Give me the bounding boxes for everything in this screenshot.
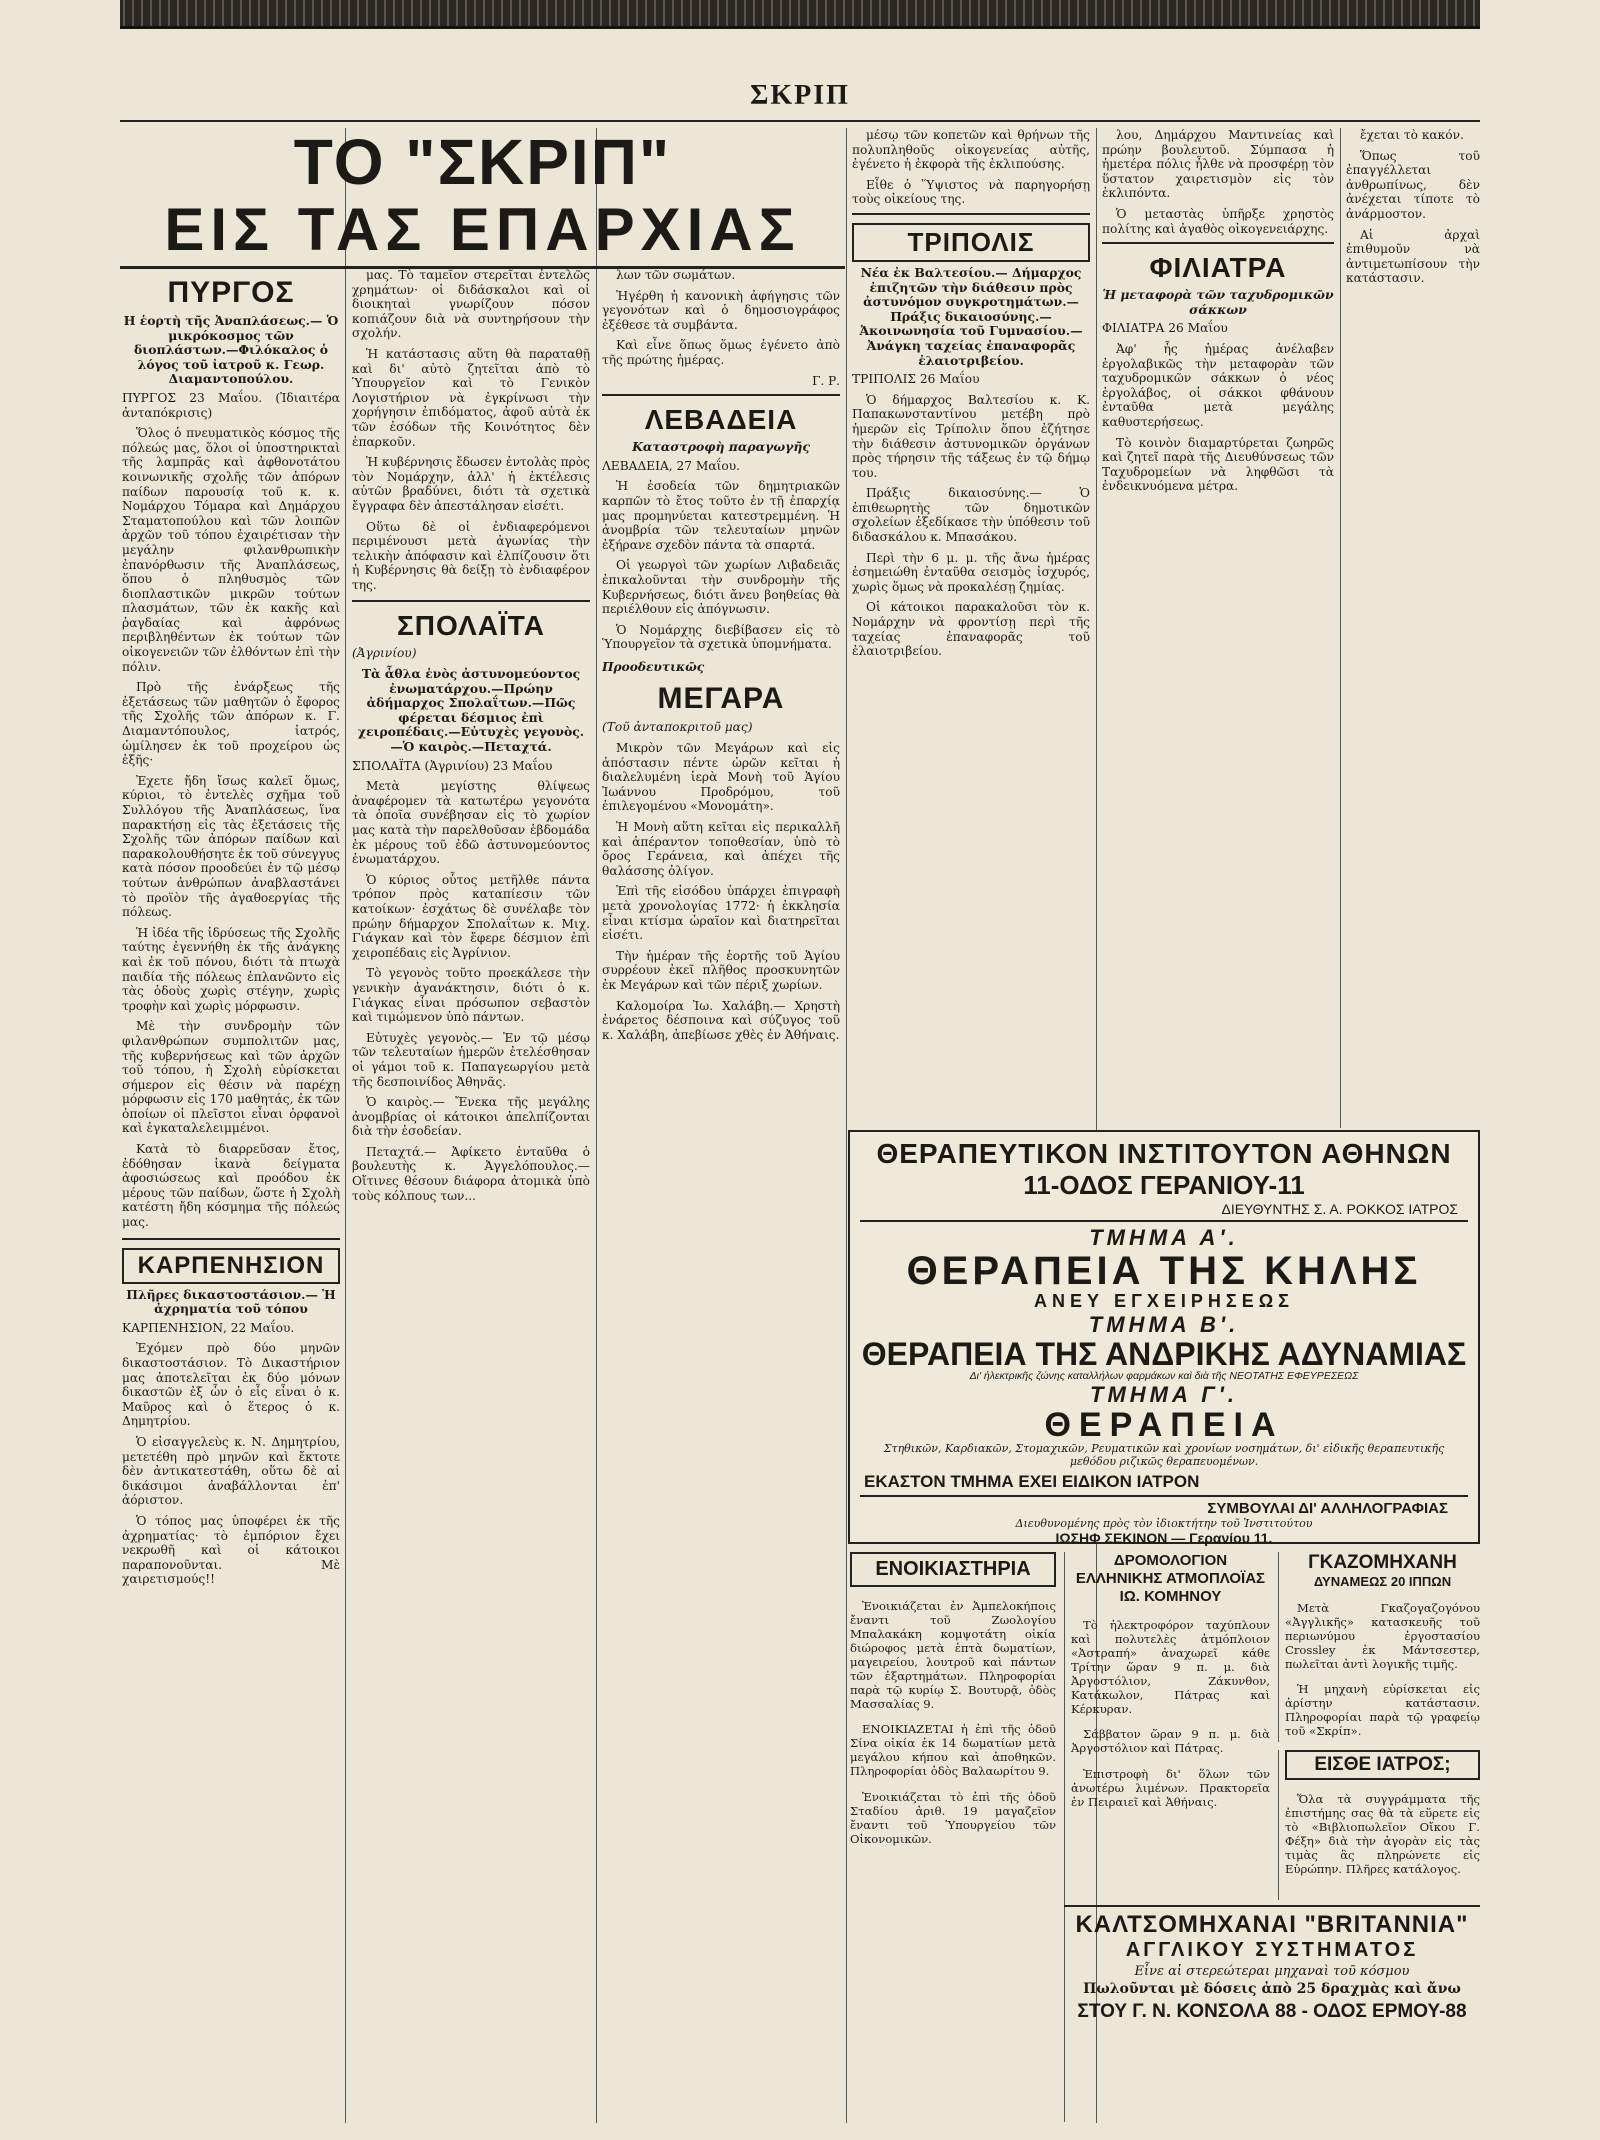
pyrgos-paragraph: Μὲ τὴν συνδρομὴν τῶν φιλανθρώπων συμπολιτῶν μας, τῆς κυβερνήσεως καὶ τῶν ἀρχῶν τοῦ τόπου, ἡ Σχολὴ εὑρίσκεται σήμερον εἰς θέσιν νὰ παρέχῃ μόρφωσιν εἰς 170 μαθητάς, ἐκ τῶν ὁποίων οἱ πλεῖστοι εἶναι ὀρφανοὶ καὶ ἐγκαταλελειμμένοι. (122, 1019, 340, 1136)
col3-paragraph: Ἠγέρθη ἡ κανονικὴ ἀφήγησις τῶν γεγονότων καὶ ὁ δημοσιογράφος ἐξέθεσε τὰ συμβάντα. (602, 288, 840, 332)
section-b: ΤΜΗΜΑ Β'. (1088, 1312, 1240, 1337)
institute-owner: ΙΩΣΗΦ ΣΕΚΙΝΟΝ — Γερανίου 11. (1055, 1530, 1273, 1546)
main-title (120, 126, 845, 269)
shipping-paragraph: Σάββατον ὥραν 9 π. μ. διὰ Ἀργοστόλιον καὶ Πάτρας. (1071, 1727, 1270, 1756)
tripolis-dateline: ΤΡΙΠΟΛΙΣ 26 Μαΐου (852, 372, 980, 387)
pyrgos-paragraph: Κατὰ τὸ διαρρεῦσαν ἔτος, ἐδόθησαν ἱκανὰ δείγματα ἀφοσιώσεως καὶ προόδου ἐκ μέρους τῶν παίδων, ὥστε ἡ Σχολὴ κατέστη ἤδη κόσμημα τῆς πόλεώς μας. (122, 1142, 340, 1230)
institute-advertisement (848, 1130, 1480, 1544)
spolaita-paragraph: Ὁ καιρὸς.— Ἔνεκα τῆς μεγάλης ἀνομβρίας οἱ κάτοικοι ἀπελπίζονται διὰ τὴν ἐσοδείαν. (352, 1095, 590, 1139)
filiatra-paragraph: Ἀφ' ἧς ἡμέρας ἀνέλαβεν ἐργολαβικῶς τὴν μεταφορὰν τῶν ταχυδρομικῶν σάκκων ὁ νέος ἐργολάβος, οἱ σάκκοι φθάνουν ἐνταῦθα μετὰ μεγάλης καθυστερήσεως. (1102, 341, 1334, 429)
rentals-title: ΕΝΟΙΚΙΑΣΤΗΡΙΑ (850, 1552, 1056, 1587)
megara-paragraph: Ἡ Μονὴ αὕτη κεῖται εἰς περικαλλῆ καὶ ἀπέραντον τοποθεσίαν, ὑπὸ τὸ ὄρος Γεράνεια, καὶ ἀπέχει τῆς θαλάσσης ὀλίγον. (602, 820, 840, 878)
megara-title: ΜΕΓΑΡΑ (657, 682, 785, 716)
gas-engine-advertisement (1278, 1552, 1480, 1742)
col2-paragraph: Ἡ κατάστασις αὕτη θὰ παραταθῇ καὶ δι' αὐτὸ ζητεῖται ἀπὸ τὸ Ὑπουργεῖον καὶ τὸ Γενικὸν Λογιστήριον νὰ ἐγκρίνωσι τὴν χορήγησιν ἐπιδόματος, ἀφοῦ αὐτὰ ἐκ τῶν ἐσόδων τῆς Κοινότητος δὲν ἐπαρκοῦν. (352, 346, 590, 449)
institute-address: 11-ΟΔΟΣ ΓΕΡΑΝΙΟΥ-11 (1023, 1170, 1305, 1200)
col6-paragraph: Ὅπως τοῦ ἐπαγγέλλεται ἀνθρωπίνως, δὲν ἀνέχεται τίποτε τὸ ἀνάρμοστον. (1346, 148, 1480, 221)
tripolis-paragraph: Οἱ κάτοικοι παρακαλοῦσι τὸν κ. Νομάρχην νὰ φροντίσῃ περὶ τῆς ταχείας ἐπαναφορᾶς τοῦ ἐλαιοτριβείου. (852, 600, 1090, 659)
column-3 (602, 268, 840, 2123)
filiatra-dateline: ΦΙΛΙΑΤΡΑ 26 Μαΐου (1102, 321, 1228, 336)
levadeia-paragraph: Ἡ ἐσοδεία τῶν δημητριακῶν καρπῶν τὸ ἔτος τοῦτο ἐν τῇ ἐπαρχίᾳ μας προμηνύεται κατεστρεμμένη. Ἡ ἀνομβρία τῶν τελευταίων μηνῶν ἐξήρανε σχεδὸν πάντα τὰ σπαρτά. (602, 479, 840, 552)
correspondence-note: ΣΥΜΒΟΥΛΑΙ ΔΙ' ΑΛΛΗΛΟΓΡΑΦΙΑΣ (1207, 1500, 1448, 1517)
knitting-machines-advertisement (1064, 1905, 1480, 2119)
rentals-paragraph: Ἐνοικιάζεται τὸ ἐπὶ τῆς ὁδοῦ Σταδίου ἀριθ. 19 μαγαζεῖον ἔναντι τοῦ Ὑπουργείου τῶν Οἰκονομικῶν. (850, 1789, 1056, 1846)
pyrgos-headline: Η ἑορτὴ τῆς Ἀναπλάσεως.— Ὁ μικρόκοσμος τῶν διοπλάστων.—Φιλόκαλος ὁ λόγος τοῦ ἰατροῦ κ. Γεωρ. Διαμαντοπούλου. (123, 313, 339, 387)
karpenision-dateline: ΚΑΡΠΕΝΗΣΙΟΝ, 22 Μαΐου. (122, 1320, 295, 1335)
tripolis-paragraph: Ὁ δήμαρχος Βαλτεσίου κ. Κ. Παπακωνσταντίνου μετέβη πρὸ ἡμερῶν εἰς Τρίπολιν ὅπου ἐζήτησε τὴν διάθεσιν ἀστυνομικῶν ὀργάνων πρὸς τήρησιν τῆς τάξεως ἐν τῷ δήμῳ του. (852, 392, 1090, 480)
col2-paragraph: Οὕτω δὲ οἱ ἐνδιαφερόμενοι περιμένουσι μετὰ ἀγωνίας τὴν τελικὴν ἀπόφασιν καὶ ἐλπίζουσιν ὅτι ἡ Κυβέρνησις θὰ δείξῃ τὸ ἐνδιαφέρον της. (352, 519, 590, 592)
col2-paragraph: μας. Τὸ ταμεῖον στερεῖται ἐντελῶς χρημάτων· οἱ διδάσκαλοι καὶ οἱ διοικηταὶ γνωρίζουν πόσον κοπιάζουν διὰ νὰ συντηρήσουν τὴν σχολήν. (352, 268, 590, 341)
spolaita-paragraph: Εὐτυχὲς γεγονὸς.— Ἐν τῷ μέσῳ τῶν τελευταίων ἡμερῶν ἐτελέσθησαν οἱ γάμοι τοῦ κ. Παπαγεωργίου μετὰ τῆς δεσποινίδος Ἀθηνᾶς. (352, 1030, 590, 1089)
column-rule (345, 128, 346, 2123)
karpenision-paragraph: Ὁ εἰσαγγελεὺς κ. Ν. Δημητρίου, μετετέθη πρὸ μηνῶν καὶ ἔκτοτε δὲν ἀντικατεστάθη, οὕτω δὲ αἱ δικάσιμοι ἀναβάλλονται ἐπ' ἀόριστον. (122, 1434, 340, 1508)
therapy-impotence-sub: Δι' ἠλεκτρικῆς ζώνης καταλλήλων φαρμάκων καὶ διὰ τῆς ΝΕΟΤΑΤΗΣ ΕΦΕΥΡΕΣΕΩΣ (969, 1370, 1359, 1382)
column-rule (1340, 128, 1341, 1128)
spolaita-paragraph: Τὸ γεγονὸς τοῦτο προεκάλεσε τὴν γενικὴν ἀγανάκτησιν, διότι ὁ κ. Γιάγκας εἶναι πρόσωπον σεβαστὸν καὶ τιμώμενον ὑπὸ πάντων. (352, 966, 590, 1025)
col2-paragraph: Ἡ κυβέρνησις ἔδωσεν ἐντολὰς πρὸς τὸν Νομάρχην, ἀλλ' ἡ ἐκτέλεσις αὐτῶν βραδύνει, διότι τὰ σχετικὰ ἔγγραφα δὲν ἀπεστάλησαν εἰσέτι. (352, 455, 590, 513)
doctor-ad-paragraph: Ὅλα τὰ συγγράμματα τῆς ἐπιστήμης σας θὰ τὰ εὕρετε εἰς τὸ «Βιβλιοπωλεῖον Οἴκου Γ. Φέξη» διὰ τὴν ἀγορὰν εἰς τὰς τιμὰς ἃς πληρώνετε εἰς Εὐρώπην. Πλῆρες κατάλογος. (1285, 1791, 1480, 1876)
karpenision-paragraph: Ἐχόμεν πρὸ δύο μηνῶν δικαστοστάσιον. Τὸ Δικαστήριον μας ἀποτελεῖται ἐκ δύο μόνων δικαστῶν ἐξ ὧν ὁ εἷς εἶναι ὁ κ. Μαῦρος καὶ ὁ ἕτερος ὁ κ. Δημητρίου. (122, 1341, 340, 1429)
col6-paragraph: ἔχεται τὸ κακόν. (1360, 128, 1464, 142)
section-a: ΤΜΗΜΑ Α'. (1089, 1225, 1239, 1250)
col5-paragraph: Ὁ μεταστὰς ὑπῆρξε χρηστὸς πολίτης καὶ ἀγαθὸς οἰκογενειάρχης. (1102, 206, 1334, 236)
therapy-general: ΘΕΡΑΠΕΙΑ (1044, 1406, 1284, 1444)
col4-paragraph: μέσῳ τῶν κοπετῶν καὶ θρήνων τῆς πολυπληθοῦς οἰκογενείας αὐτῆς, ἐγένετο ἡ ἐκφορὰ τῆς ἐκλιπούσης. (852, 128, 1090, 172)
pyrgos-paragraph: Ἡ ἰδέα τῆς ἱδρύσεως τῆς Σχολῆς ταύτης ἐγεννήθη ἐκ τῆς ἀνάγκης καὶ ἐκ τοῦ πόνου, διότι τὰ πτωχὰ παιδία τῆς πόλεως ἐπλανῶντο εἰς τὰς ὁδοὺς χωρὶς στέγην, χωρὶς τροφὴν καὶ χωρὶς μόρφωσιν. (122, 925, 340, 1013)
main-title-line2: ΕΙΣ ΤΑΣ ΕΠΑΡΧΙΑΣ (164, 196, 801, 263)
filiatra-title: ΦΙΛΙΑΤΡΑ (1149, 252, 1287, 284)
pyrgos-paragraph: Ὅλος ὁ πνευματικὸς κόσμος τῆς πόλεώς μας, ὅλοι οἱ ὑποστηρικταὶ τῆς λαμπρᾶς καὶ ἀφθονοτάτου κοινωνικῆς σχολῆς τῶν ἀπόρων παίδων παρουσίᾳ τοῦ κ. κ. Νομάρχου Τόμαρα καὶ Δημάρχου Σταματοπούλου καὶ τῶν λοιπῶν ἀρχῶν τοῦ τόπου ἐχαιρέτισαν τὴν μεγάλην φιλανθρωπικὴν ἐπανόρθωσιν τῆς Ἀναπλάσεως, ὅπου ὁ πληθυσμὸς τῶν διοπλαστικῶν μικρῶν τούτων πλασμάτων, τῶν ἐκ κακῆς καὶ ῥαγδαίας καὶ ἀφρόνως περιβληθέντων ἐκ τούτων τῶν οἰκογενειῶν τῶν ἐλθόντων ἐπὶ τὴν πόλιν. (122, 426, 340, 674)
filiatra-headline: Ἡ μεταφορὰ τῶν ταχυδρομικῶν σάκκων (1102, 287, 1334, 317)
knitting-title: ΚΑΛΤΣΟΜΗΧΑΝΑΙ "BRITANNIA" (1075, 1911, 1469, 1938)
karpenision-title: ΚΑΡΠΕΝΗΣΙΟΝ (122, 1248, 340, 1284)
spolaita-subtitle: (Ἀγρινίου) (352, 646, 417, 661)
megara-paragraph: Τὴν ἡμέραν τῆς ἑορτῆς τοῦ Ἁγίου συρρέουν ἐκεῖ πλῆθος προσκυνητῶν ἐκ Μεγάρων καὶ τῶν πέριξ χωρίων. (602, 948, 840, 992)
masthead-rule (120, 120, 1480, 122)
doctor-advertisement (1278, 1750, 1480, 1900)
knitting-price: Πωλοῦνται μὲ δόσεις ἀπὸ 25 δραχμὰς καὶ ἄνω (1083, 1981, 1461, 1997)
pyrgos-title: ΠΥΡΓΟΣ (167, 276, 295, 309)
levadeia-title: ΛΕΒΑΔΕΙΑ (644, 404, 798, 436)
megara-paragraph: Καλομοίρα Ἰω. Χαλάβη.— Χρηστὴ ἐνάρετος δέσποινα καὶ σύζυγος τοῦ κ. Χαλάβη, ἀπεβίωσε χθὲς ἐν Ἀθήναις. (602, 998, 840, 1042)
rentals-advertisement (850, 1552, 1056, 2122)
column-rule (596, 128, 597, 2123)
column-2 (352, 268, 590, 2123)
gas-engine-title: ΓΚΑΖΟΜΗΧΑΝΗ (1308, 1552, 1457, 1573)
tripolis-title: ΤΡΙΠΟΛΙΣ (852, 223, 1090, 262)
tripolis-headline: Νέα ἐκ Βαλτεσίου.— Δήμαρχος ἐπιζητῶν τὴν διάθεσιν πρὸς ἀστυνόμον συγκροτημάτων.— Πράξις δικαιοσύνης.— Ἀκοινωνησία τοῦ Γυμνασίου.— Ἀνάγκη ταχείας ἐπαναφορᾶς ἐλαιοτριβείου. (859, 264, 1083, 368)
shipping-title: ΔΡΟΜΟΛΟΓΙΟΝ ΕΛΛΗΝΙΚΗΣ ΑΤΜΟΠΛΟΪΑΣ ΙΩ. ΚΟΜΗΝΟΥ (1075, 1552, 1266, 1605)
top-border-band (120, 0, 1480, 29)
masthead: ΣΚΡΙΠ (750, 80, 850, 111)
levadeia-dateline: ΛΕΒΑΔΕΙΑ, 27 Μαΐου. (602, 458, 741, 473)
doctor-ad-title: ΕΙΣΘΕ ΙΑΤΡΟΣ; (1285, 1750, 1480, 1780)
megara-subtitle: (Τοῦ ἀνταποκριτοῦ μας) (602, 720, 753, 735)
therapy-hernia-sub: ΑΝΕΥ ΕΓΧΕΙΡΗΣΕΩΣ (1034, 1291, 1294, 1311)
column-1 (122, 268, 340, 2123)
institute-address-note: Διευθυνομένης πρὸς τὸν ἰδιοκτήτην τοῦ Ἰνστιτούτου (1015, 1517, 1313, 1530)
col3-paragraph: Καὶ εἶνε ὅπως ὅμως ἐγένετο ἀπὸ τῆς πρώτης ἡμέρας. (602, 338, 840, 367)
pyrgos-paragraph: Ἐχετε ἤδη ἴσως καλεῖ ὅμως, κύριοι, τὸ ἐντελὲς σχῆμα τοῦ Συλλόγου τῆς Ἀναπλάσεως, ἵνα παρακτήσῃ εἰς τὰς ἐξετάσεις τῆς Σχολῆς τῶν ἀπόρων παίδων καὶ παρακολουθήσητε ἐκ τοῦ σύνεγγυς κατὰ πόσον προοδεύει ἐν τῷ μέσῳ τούτων ἀνθρώπων ἀναβλαστάνει τὸ προϊὸν τῆς ἀγαθοεργίας τῆς πόλεως. (122, 773, 340, 920)
column-4 (852, 128, 1090, 1123)
spolaita-paragraph: Πεταχτά.— Ἀφίκετο ἐνταῦθα ὁ βουλευτὴς κ. Ἀγγελόπουλος.— Οἴτινες θέσουν διάφορα ἀτομικὰ ὑπὸ τοὺς κόλπους των... (352, 1144, 590, 1203)
column-rule (846, 128, 847, 2123)
pyrgos-paragraph: Πρὸ τῆς ἐνάρξεως τῆς ἐξετάσεως τῶν μαθητῶν ὁ ἔφορος τῆς Σχολῆς τῶν ἀπόρων κ. Γ. Διαμαντόπουλος, ἰατρός, ὡμίλησεν ἐκ τοῦ προχείρου ὡς ἑξῆς· (122, 680, 340, 768)
spolaita-headline: Τὰ ἆθλα ἑνὸς ἀστυνομεύοντος ἐνωματάρχου.—Πρώην ἀδήμαρχος Σπολαΐτων.—Πῶς φέρεται δέσμιος ἐπὶ χειροπέδαις.—Εὐτυχὲς γεγονὸς.—Ὁ καιρὸς.—Πεταχτά. (357, 666, 585, 755)
institute-name: ΘΕΡΑΠΕΥΤΙΚΟΝ ΙΝΣΤΙΤΟΥΤΟΝ ΑΘΗΝΩΝ (876, 1138, 1452, 1169)
tripolis-paragraph: Περὶ τὴν 6 μ. μ. τῆς ἄνω ἡμέρας ἐσημειώθη ἐνταῦθα σεισμὸς ἰσχυρός, χωρὶς ὅμως νὰ προκαλέσῃ ζημίας. (852, 550, 1090, 594)
tripolis-paragraph: Πράξις δικαιοσύνης.— Ὁ ἐπιθεωρητὴς τῶν δημοτικῶν σχολείων ἐξεδίκασε τὴν ὑπόθεσιν τοῦ διδασκάλου κ. Μπασάκου. (852, 486, 1090, 545)
therapy-impotence: ΘΕΡΑΠΕΙΑ ΤΗΣ ΑΝΔΡΙΚΗΣ ΑΔΥΝΑΜΙΑΣ (861, 1336, 1467, 1372)
karpenision-headline: Πλῆρες δικαστοστάσιον.— Ἡ ἀχρηματία τοῦ τόπου (126, 1286, 336, 1317)
therapy-hernia: ΘΕΡΑΠΕΙΑ ΤΗΣ ΚΗΛΗΣ (906, 1249, 1422, 1293)
spolaita-paragraph: Ὁ κύριος οὗτος μετῆλθε πάντα τρόπον πρὸς καταπίεσιν τῶν κατοίκων· ἐσχάτως δὲ συνέλαβε τὸν πρώην δήμαρχον Σπολαΐτων κ. Μιχ. Γιάγκαν καὶ τὸν ἔφερε δέσμιον ἐπὶ χειροπέδαις εἰς Ἀγρίνιον. (352, 872, 590, 960)
megara-paragraph: Ἐπὶ τῆς εἰσόδου ὑπάρχει ἐπιγραφὴ μετὰ χρονολογίας 1772· ἡ ἐκκλησία εἶναι κτίσμα ὡραῖον καὶ διατηρεῖται εἰσέτι. (602, 884, 840, 943)
col6-paragraph: Αἱ ἀρχαὶ ἐπιθυμοῦν νὰ ἀντιμετωπίσουν τὴν κατάστασιν. (1346, 227, 1480, 286)
spolaita-title: ΣΠΟΛΑΪΤΑ (397, 610, 545, 642)
gas-engine-paragraph: Ἡ μηχανὴ εὑρίσκεται εἰς ἀρίστην κατάστασιν. Πληροφορίαι παρὰ τῷ γραφείῳ τοῦ «Σκρίπ». (1285, 1682, 1480, 1739)
institute-director: ΔΙΕΥΘΥΝΤΗΣ Σ. Α. ΡΟΚΚΟΣ ΙΑΤΡΟΣ (1221, 1201, 1458, 1217)
section-c: ΤΜΗΜΑ Γ'. (1090, 1382, 1238, 1407)
each-section-note: ΕΚΑΣΤΟΝ ΤΜΗΜΑ ΕΧΕΙ ΕΙΔΙΚΟΝ ΙΑΤΡΟΝ (864, 1472, 1200, 1491)
shipping-paragraph: Ἐπιστροφὴ δι' ὅλων τῶν ἀνωτέρω λιμένων. Πρακτορεῖα ἐν Πειραιεῖ καὶ Ἀθήναις. (1071, 1766, 1270, 1809)
column-5 (1102, 128, 1334, 1123)
spolaita-dateline: ΣΠΟΛΑΪΤΑ (Ἀγρινίου) 23 Μαΐου (352, 758, 553, 773)
filiatra-paragraph: Τὸ κοινὸν διαμαρτύρεται ζωηρῶς καὶ ζητεῖ παρὰ τῆς Διευθύνσεως τῶν Ταχυδρομείων νὰ ληφθῶσι τὰ ἐνδεικνυόμενα μέτρα. (1102, 435, 1334, 494)
col5-paragraph: λου, Δημάρχου Μαντινείας καὶ πρώην βουλευτοῦ. Σύμπασα ἡ ἡμετέρα πόλις ἦλθε νὰ προσφέρῃ τὸν ὕστατον χαιρετισμὸν εἰς τὸν ἐκλιπόντα. (1102, 128, 1334, 201)
gas-engine-paragraph: Μετὰ Γκαζογαζογόνου «Ἀγγλικῆς» κατασκευῆς τοῦ περιωνύμου ἐργοστασίου Crossley ἐκ Μάντσεστερ, πωλεῖται ἀντὶ λογικῆς τιμῆς. (1285, 1600, 1480, 1671)
rentals-paragraph: ΕΝΟΙΚΙΑΖΕΤΑΙ ἡ ἐπὶ τῆς ὁδοῦ Σίνα οἰκία ἐκ 14 δωματίων μετὰ μεγάλου κήπου καὶ ἀποθηκῶν. Πληροφορίαι ὁδὸς Βαλαωρίτου 9. (850, 1722, 1056, 1779)
knitting-subtitle: ΑΓΓΛΙΚΟΥ ΣΥΣΤΗΜΑΤΟΣ (1125, 1939, 1419, 1961)
levadeia-headline: Καταστροφὴ παραγωγῆς (632, 439, 810, 455)
levadeia-paragraph: Οἱ γεωργοὶ τῶν χωρίων Λιβαδειᾶς ἐπικαλοῦνται τὴν συνδρομὴν τῆς Κυβερνήσεως, διότι ἄνευ βοηθείας θὰ περιέλθουν εἰς ἀπόγνωσιν. (602, 558, 840, 617)
column-6 (1346, 128, 1480, 1123)
col3-paragraph: λων τῶν σωμάτων. (616, 268, 736, 282)
gas-engine-subtitle: ΔΥΝΑΜΕΩΣ 20 ΙΠΠΩΝ (1313, 1574, 1452, 1589)
megara-paragraph: Μικρὸν τῶν Μεγάρων καὶ εἰς ἀπόστασιν πέντε ὡρῶν κεῖται ἡ διαλελυμένη ἱερὰ Μονὴ τοῦ Ἁγίου Ἰωάννου Προδρόμου, τοῦ ἐπιλεγομένου «Μονομάτη». (602, 741, 840, 814)
knitting-footer: ΣΤΟΥ Γ. Ν. ΚΟΝΣΟΛΑ 88 - ΟΔΟΣ ΕΡΜΟΥ-88 (1077, 2001, 1467, 2022)
therapy-general-sub: Στηθικῶν, Καρδιακῶν, Στομαχικῶν, Ρευματικῶν καὶ χρονίων νοσημάτων, δι' εἰδικῆς θεραπευτικῆς μεθόδου ριζικῶς θεραπευομένων. (883, 1442, 1445, 1468)
shipping-paragraph: Τὸ ἠλεκτροφόρον ταχύπλουν καὶ πολυτελὲς ἀτμόπλοιον «Ἀστραπή» ἀναχωρεῖ κάθε Τρίτην ὥραν 9 π. μ. διὰ Ἀργοστόλιον, Ζάκυνθον, Κατάκωλον, Πάτρας καὶ Κέρκυραν. (1071, 1617, 1270, 1716)
knitting-line: Εἶνε αἱ στερεώτεραι μηχαναὶ τοῦ κόσμου (1134, 1964, 1410, 1979)
col4-paragraph: Εἶθε ὁ Ὕψιστος νὰ παρηγορήσῃ τοὺς οἰκείους της. (852, 177, 1090, 207)
col3-signature: Γ. Ρ. (812, 373, 840, 388)
main-title-line1: ΤΟ "ΣΚΡΙΠ" (293, 126, 672, 198)
rentals-paragraph: Ἐνοικιάζεται ἐν Ἀμπελοκήποις ἔναντι τοῦ Ζωολογίου Μπαλακάκη κομψοτάτη οἰκία διώροφος μετὰ ἑπτὰ δωματίων, μαγειρείου, λουτροῦ καὶ πάντων τῶν ἐξαρτημάτων. Πληροφορίαι παρὰ τῷ κυρίῳ Σ. Βουτυρᾷ, ὁδὸς Μασσαλίας 9. (850, 1598, 1056, 1711)
levadeia-paragraph: Ὁ Νομάρχης διεβίβασεν εἰς τὸ Ὑπουργεῖον τὰ σχετικὰ ὑπομνήματα. (602, 622, 840, 652)
karpenision-paragraph: Ὁ τόπος μας ὑποφέρει ἐκ τῆς ἀχρηματίας· τὸ ἐμπόριον ἔχει νεκρωθῆ καὶ οἱ κάτοικοι παραπονοῦνται. Μὲ χαιρετισμούς!! (122, 1513, 340, 1587)
spolaita-paragraph: Μετὰ μεγίστης θλίψεως ἀναφέρομεν τὰ κατωτέρω γεγονότα τὰ ὁποῖα συνέβησαν εἰς τὸ χωρίον μας κατὰ τὴν παρελθοῦσαν ἑβδομάδα ἐκ μέρους τοῦ ἐδῶ ἀστυνομεύοντος ἐνωματάρχου. (352, 779, 590, 867)
megara-kicker: Προοδευτικῶς (602, 659, 705, 674)
pyrgos-dateline: ΠΥΡΓΟΣ 23 Μαΐου. (Ἰδιαιτέρα ἀνταπόκρισις) (122, 390, 340, 420)
